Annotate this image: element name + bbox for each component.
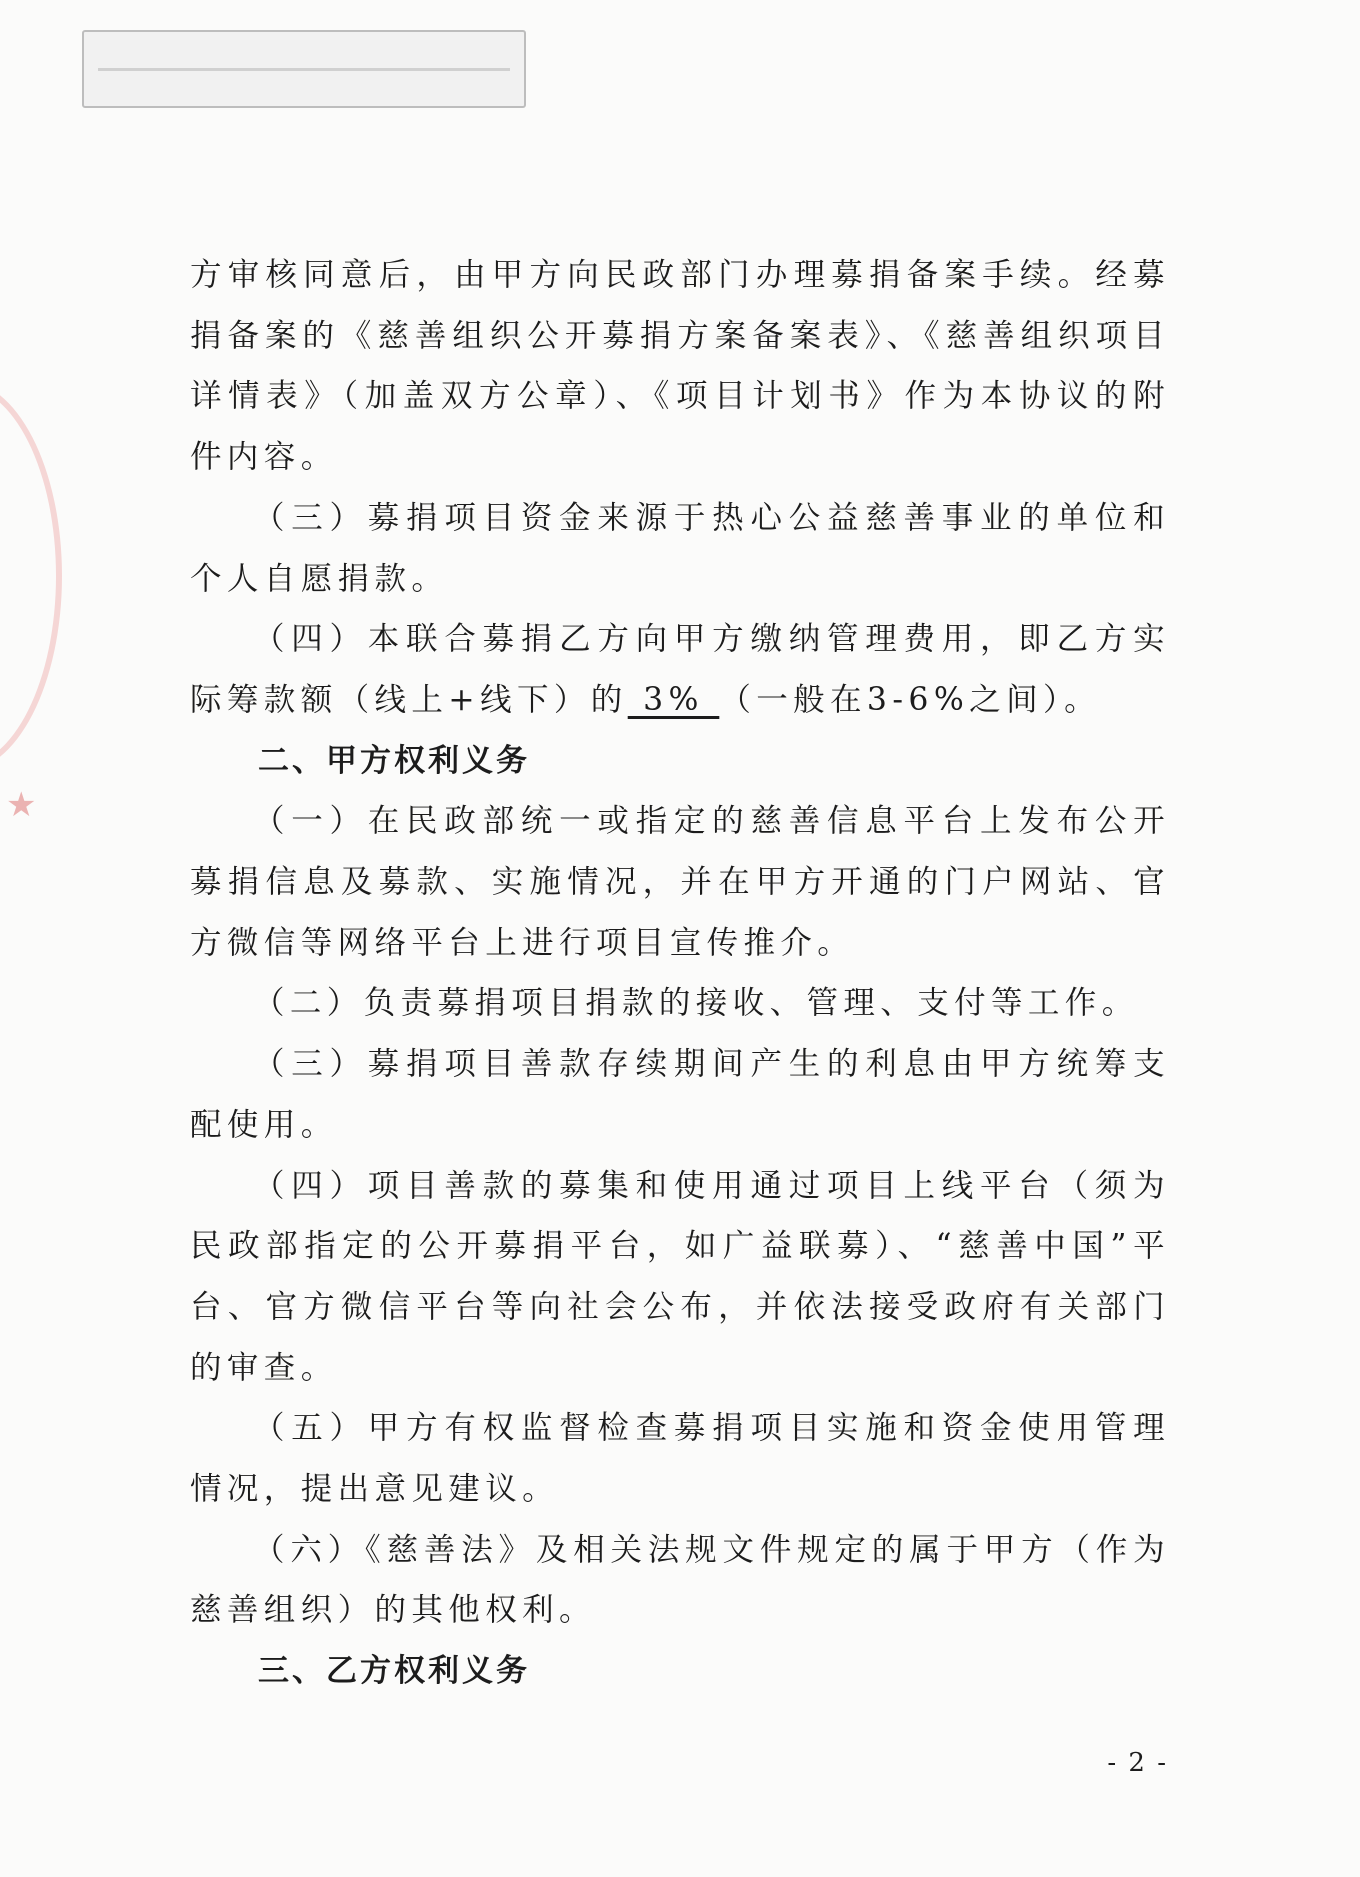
section-3-heading: 三、乙方权利义务 <box>258 1653 530 1690</box>
paragraph-item-3: （三）募捐项目资金来源于热心公益慈善事业的单位和个人自愿捐款。 <box>190 499 1170 597</box>
section-2-heading: 二、甲方权利义务 <box>258 742 530 779</box>
section-2-item-3: （三）募捐项目善款存续期间产生的利息由甲方统筹支配使用。 <box>190 1046 1170 1143</box>
section-2-item-2: （二）负责募捐项目捐款的接收、管理、支付等工作。 <box>253 985 1139 1022</box>
stamp-strip <box>82 30 526 108</box>
paragraph-continuation: 方审核同意后，由甲方向民政部门办理募捐备案手续。经募捐备案的《慈善组织公开募捐方案备案表》、《慈善组织项目详情表》（加盖双方公章）、《项目计划书》作为本协议的附件内容。 <box>190 257 1170 476</box>
seal-star-icon: ★ <box>6 785 37 825</box>
item-4-prefix: （四）本联合募捐乙方向甲方缴纳管理费用，即乙方实际筹款额（线上+线下）的 <box>190 621 1170 718</box>
item-4-suffix: （一般在3-6%之间）。 <box>719 681 1102 718</box>
management-fee-rate: 3% <box>627 681 720 718</box>
red-seal-edge <box>0 380 62 772</box>
section-2-item-5: （五）甲方有权监督检查募捐项目实施和资金使用管理情况，提出意见建议。 <box>190 1410 1170 1508</box>
section-2-item-1: （一）在民政部统一或指定的慈善信息平台上发布公开募捐信息及募款、实施情况，并在甲方开通的门户网站、官方微信等网络平台上进行项目宣传推介。 <box>190 803 1170 961</box>
section-2-item-4: （四）项目善款的募集和使用通过项目上线平台（须为民政部指定的公开募捐平台，如广益联募）、“慈善中国”平台、官方微信平台等向社会公布，并依法接受政府有关部门的审查。 <box>190 1167 1170 1386</box>
document-body <box>190 245 1170 1702</box>
section-2-item-6: （六）《慈善法》及相关法规文件规定的属于甲方（作为慈善组织）的其他权利。 <box>190 1531 1170 1629</box>
paragraph-item-4 <box>190 609 1170 730</box>
page-number: - 2 - <box>1107 1748 1168 1778</box>
